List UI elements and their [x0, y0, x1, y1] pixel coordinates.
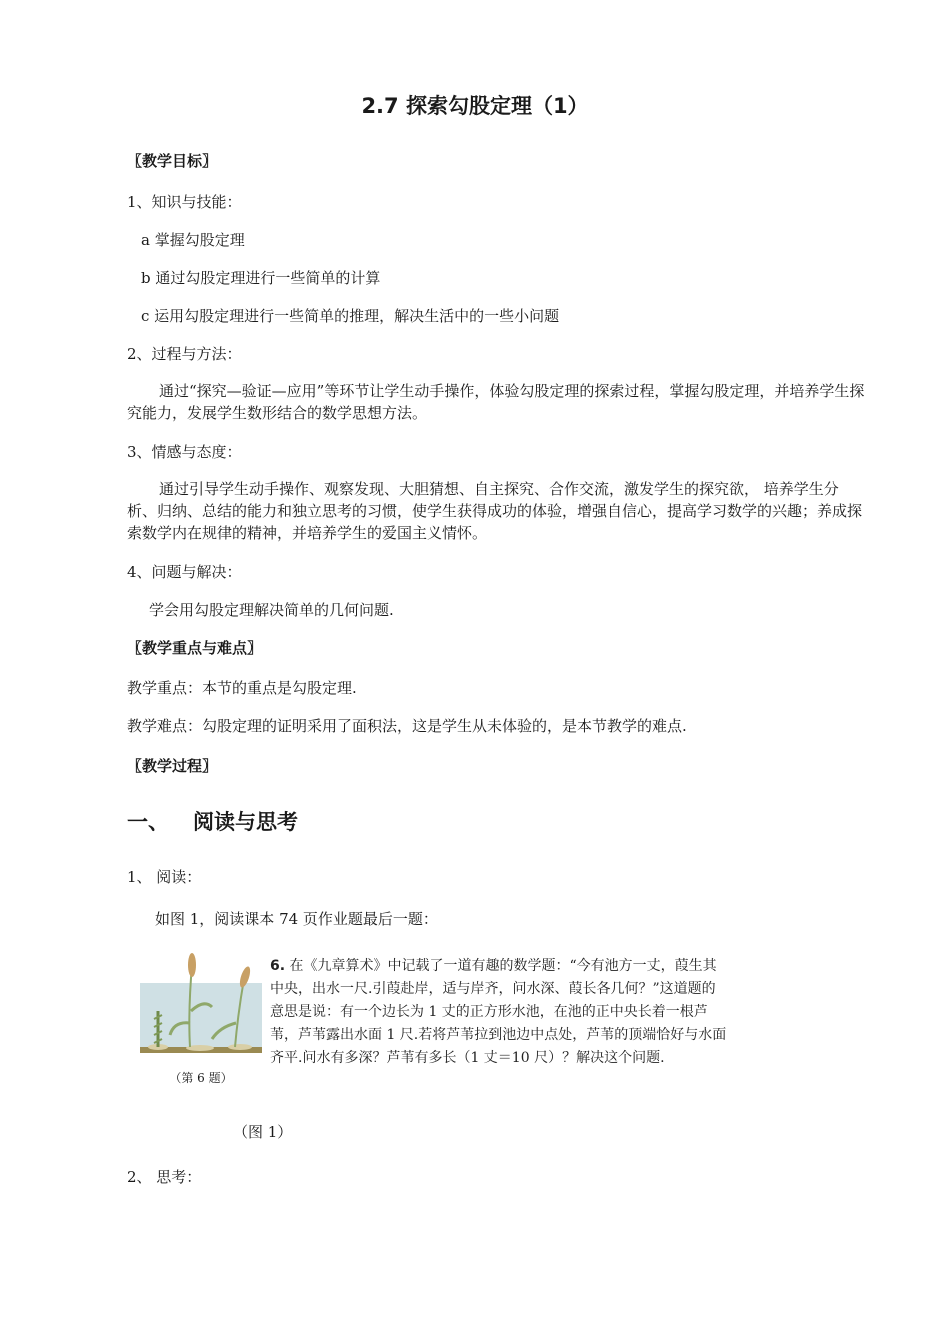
figure-label: （图 1） — [233, 1123, 293, 1141]
teaching-focus: 教学重点：本节的重点是勾股定理. — [127, 679, 357, 697]
page-title: 2.7 探索勾股定理（1） — [361, 94, 589, 118]
read-label: 1、 阅读： — [127, 868, 202, 886]
read-instruction: 如图 1，阅读课本 74 页作业题最后一题： — [155, 910, 438, 928]
problem-number: 6. — [270, 958, 286, 974]
textbook-problem — [270, 955, 728, 1070]
think-label: 2、 思考： — [127, 1168, 202, 1186]
goal-item-1b: b 通过勾股定理进行一些简单的计算 — [141, 269, 381, 287]
figure-caption: （第 6 题） — [169, 1071, 233, 1085]
goal-item-4-text: 学会用勾股定理解决简单的几何问题. — [149, 601, 394, 619]
goals-heading: 〖教学目标〗 — [127, 152, 218, 170]
process-heading: 〖教学过程〗 — [127, 757, 218, 775]
reed-pond-figure — [140, 943, 262, 1085]
problem-text: 在《九章算术》中记载了一道有趣的数学题：“今有池方一丈，葭生其中央，出水一尺.引葭赴岸，适与岸齐，问水深、葭长各几何？”这道题的意思是说：有一个边长为 1 丈的正方形水池，在池的正中央长着一根芦苇，芦苇露出水面 1 尺.若将芦苇拉到池边中点处，芦苇的顶端恰好与水面齐平.问水有多深？芦苇有多长（1 丈＝10 尺）？解决这个问题. — [270, 958, 727, 1066]
goal-item-1c: c 运用勾股定理进行一些简单的推理，解决生活中的一些小问题 — [141, 307, 560, 325]
reed-pond-illustration — [140, 943, 262, 1068]
goal-item-4: 4、问题与解决： — [127, 563, 242, 581]
goal-item-3-text: 通过引导学生动手操作、观察发现、大胆猜想、自主探究、合作交流，激发学生的探究欲， 培养学生分析、归纳、总结的能力和独立思考的习惯，使学生获得成功的体验，增强自信心，提高学习数学的兴趣；养成探索数学内在规律的精神，并培养学生的爱国主义情怀。 — [127, 480, 863, 542]
keypoints-heading: 〖教学重点与难点〗 — [127, 639, 263, 657]
goal-item-2-text: 通过“探究—验证—应用”等环节让学生动手操作，体验勾股定理的探索过程，掌握勾股定理，并培养学生探究能力，发展学生数形结合的数学思想方法。 — [127, 382, 865, 422]
goal-item-1a: a 掌握勾股定理 — [141, 231, 245, 249]
goal-item-3: 3、情感与态度： — [127, 443, 242, 461]
section-number: 一、 — [127, 810, 169, 834]
goal-item-1: 1、知识与技能： — [127, 193, 242, 211]
section-title: 阅读与思考 — [193, 810, 298, 834]
goal-item-2: 2、过程与方法： — [127, 345, 242, 363]
teaching-difficulty: 教学难点：勾股定理的证明采用了面积法，这是学生从未体验的，是本节教学的难点. — [127, 717, 687, 735]
